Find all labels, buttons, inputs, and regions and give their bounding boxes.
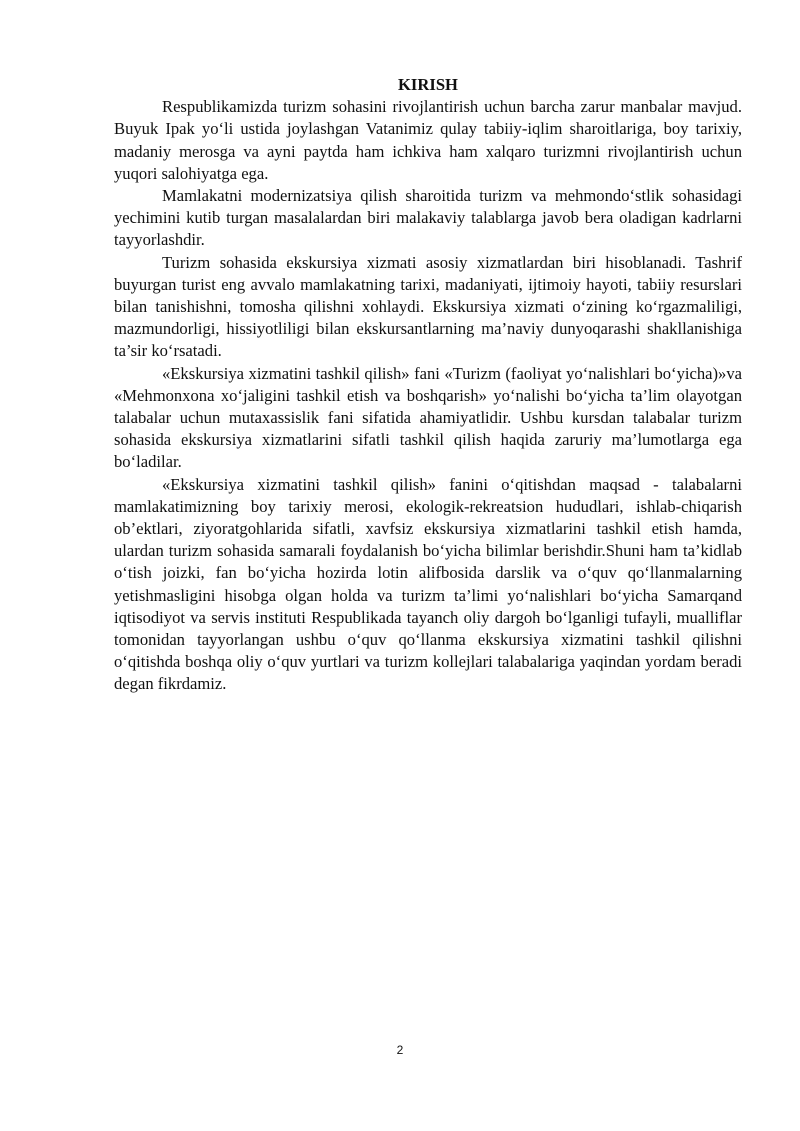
paragraph-3: Turizm sohasida ekskursiya xizmati asosiy xizmatlardan biri hisoblanadi. Tashrif buyurgan turist eng avvalo mamlakatning tarixi, madaniyati, ijtimoiy hayoti, tabiiy resurslari bilan tanishishni, tomosha qilishni xohlaydi. Ekskursiya xizmati o‘zining ko‘rgazmaliligi, mazmundorligi, hissiyotliligi bilan ekskursantlarning ma’naviy dunyoqarashi shakllanishiga ta’sir ko‘rsatadi. <box>114 252 742 361</box>
paragraph-1: Respublikamizda turizm sohasini rivojlantirish uchun barcha zarur manbalar mavjud. Buyuk Ipak yo‘li ustida joylashgan Vatanimiz qulay tabiiy-iqlim sharoitlariga, boy tarixiy, madaniy merosga va ayni paytda ham ichkiva ham xalqaro turizmni rivojlantirish uchun yuqori salohiyatga ega. <box>114 97 742 183</box>
paragraph-4: «Ekskursiya xizmatini tashkil qilish» fani «Turizm (faoliyat yo‘nalishlari bo‘yicha)»va «Mehmonxona xo‘jaligini tashkil etish va boshqarish» yo‘nalishi bo‘yicha ta’lim olayotgan talabalar uchun mutaxassislik fani sifatida ahamiyatlidir. Ushbu kursdan talabalar turizm sohasida ekskursiya xizmatlarini sifatli tashkil qilish haqida zaruriy ma’lumotlarga ega bo‘ladilar. <box>114 363 742 472</box>
section-heading: KIRISH <box>398 75 458 94</box>
paragraph-5: «Ekskursiya xizmatini tashkil qilish» fanini o‘qitishdan maqsad - talabalarni mamlakatimizning boy tarixiy merosi, ekologik-rekreatsion hududlari, ishlab-chiqarish ob’ektlari, ziyoratgohlarida sifatli, xavfsiz ekskursiya xizmatlarini tashkil etish hamda, ulardan turizm sohasida samarali foydalanish bo‘yicha bilimlar berishdir.Shuni ham ta’kidlab o‘tish joizki, fan bo‘yicha hozirda lotin alifbosida darslik va o‘quv qo‘llanmalarning yetishmasligini hisobga olgan holda va turizm ta’limi yo‘nalishlari bo‘yicha Samarqand iqtisodiyot va servis instituti Respublikada tayanch oliy dargoh bo‘lganligi tufayli, mualliflar tomonidan tayyorlangan ushbu o‘quv qo‘llanma ekskursiya xizmatini tashkil qilishni o‘qitishda boshqa oliy o‘quv yurtlari va turizm kollejlari talabalariga yaqindan yordam beradi degan fikrdamiz. <box>114 474 742 694</box>
paragraph-2: Mamlakatni modernizatsiya qilish sharoitida turizm va mehmondo‘stlik sohasidagi yechimini kutib turgan masalalardan biri malakaviy talablarga javob bera oladigan kadrlarni tayyorlashdir. <box>114 186 742 250</box>
page-number: 2 <box>396 1043 404 1057</box>
page-content <box>114 74 742 696</box>
